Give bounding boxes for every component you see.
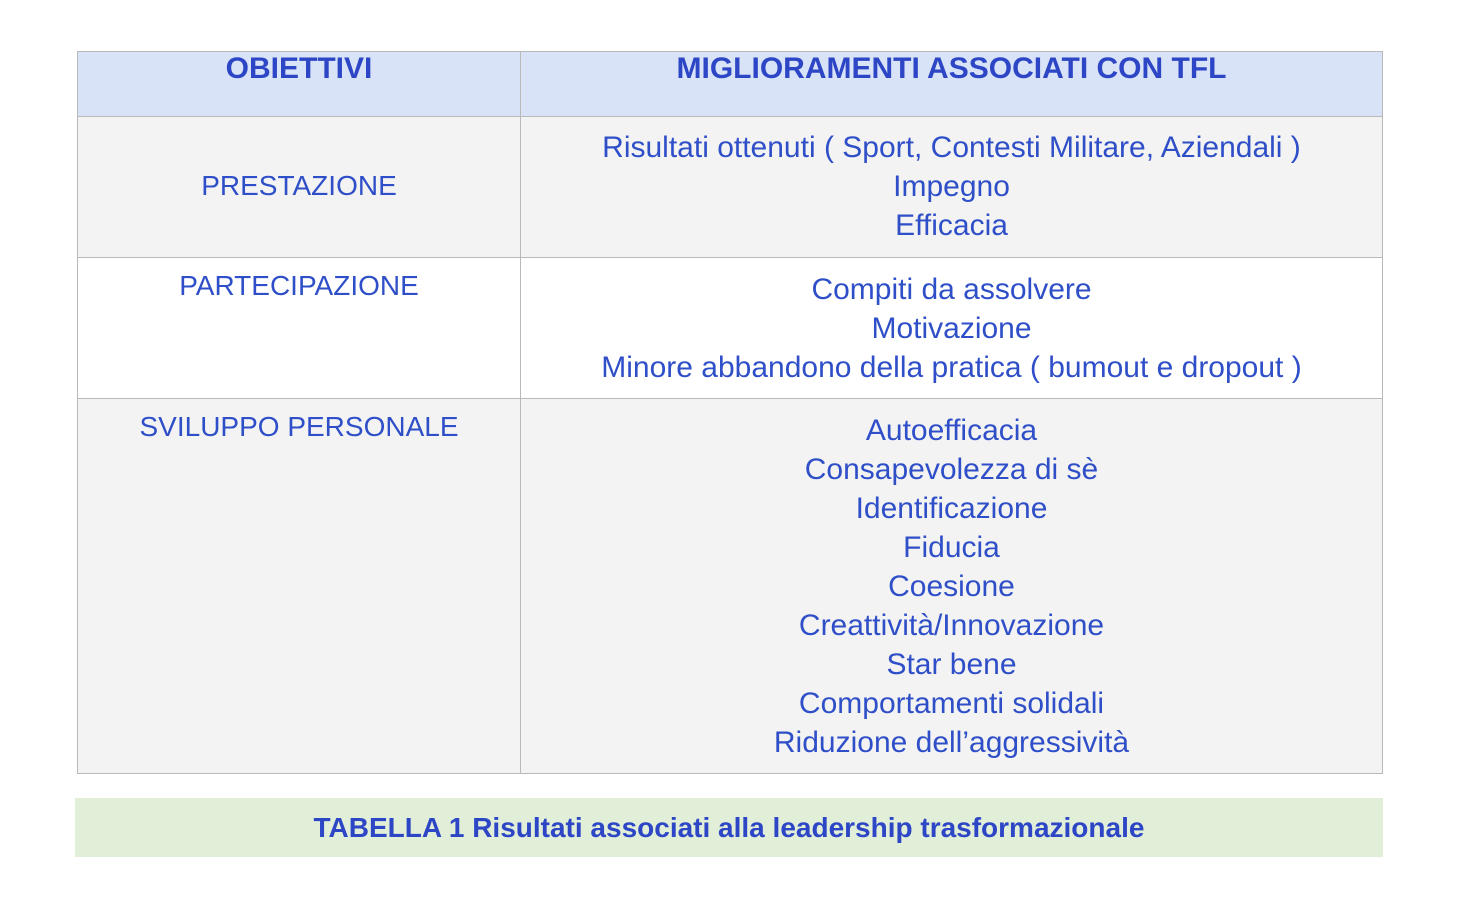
table-row <box>78 258 1383 399</box>
list-item: Autoefficacia <box>865 414 1038 447</box>
objective-cell <box>78 117 521 258</box>
objective-cell <box>78 399 521 774</box>
list-item: Riduzione dell’aggressività <box>773 726 1130 759</box>
list-item: Risultati ottenuti ( Sport, Contesti Militare, Aziendali ) <box>602 131 1301 164</box>
header-objectives: OBIETTIVI <box>78 52 521 117</box>
list-item: Star bene <box>886 648 1017 681</box>
list-item: Motivazione <box>871 312 1032 345</box>
list-item: Creattività/Innovazione <box>798 609 1105 642</box>
results-table-container <box>77 51 1382 774</box>
list-item: Coesione <box>888 570 1015 603</box>
list-item: Compiti da assolvere <box>811 273 1092 306</box>
objective-label: PRESTAZIONE <box>201 170 397 201</box>
table-row <box>78 399 1383 774</box>
list-item: Consapevolezza di sè <box>804 453 1099 486</box>
list-item: Efficacia <box>895 209 1008 242</box>
improvements-cell <box>521 399 1383 774</box>
objective-label: SVILUPPO PERSONALE <box>139 411 459 442</box>
improvements-cell <box>521 258 1383 399</box>
improvements-cell <box>521 117 1383 258</box>
objective-cell <box>78 258 521 399</box>
objective-label: PARTECIPAZIONE <box>179 270 419 301</box>
list-item: Comportamenti solidali <box>798 687 1105 720</box>
header-improvements: MIGLIORAMENTI ASSOCIATI CON TFL <box>521 52 1383 117</box>
table-header-row <box>78 52 1383 117</box>
list-item: Identificazione <box>855 492 1048 525</box>
list-item: Fiducia <box>903 531 1000 564</box>
results-table <box>77 51 1383 774</box>
list-item: Minore abbandono della pratica ( bumout e dropout ) <box>601 351 1302 384</box>
list-item: Impegno <box>893 170 1010 203</box>
table-caption: TABELLA 1 Risultati associati alla leadership trasformazionale <box>75 798 1383 857</box>
table-row <box>78 117 1383 258</box>
